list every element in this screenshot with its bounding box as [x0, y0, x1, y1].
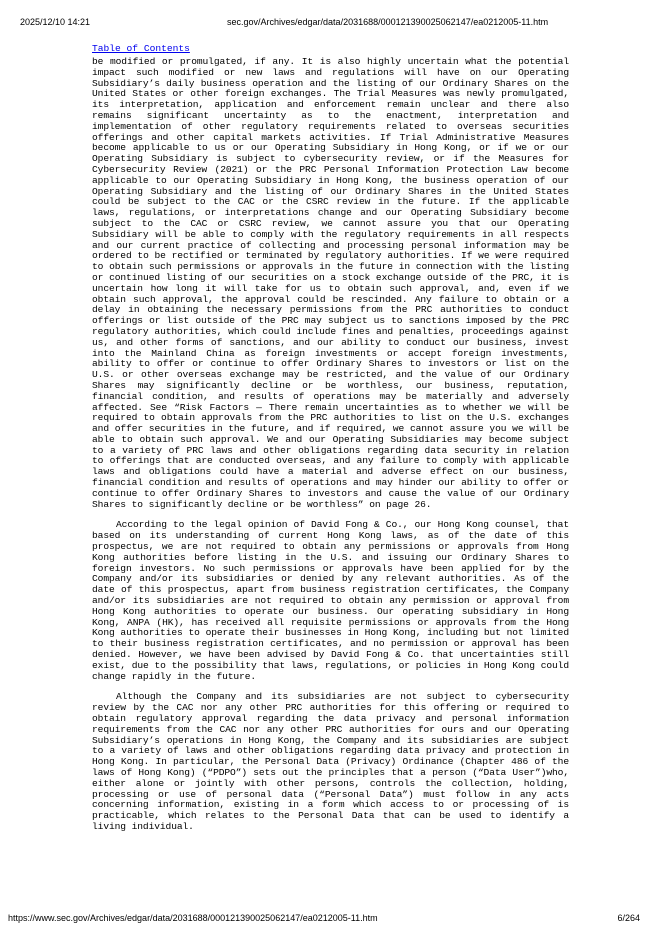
print-footer [8, 911, 640, 925]
print-datetime: 2025/12/10 14:21 [20, 17, 91, 27]
page-number: 6/264 [617, 913, 640, 923]
print-header [20, 15, 642, 29]
paragraph-2: According to the legal opinion of David Fong & Co., our Hong Kong counsel, that based on its understanding of current Hong Kong laws, as of the date of this prospectus, we are not required to obtain any permissions or approvals from Hong Kong authorities before listing in the U.S. and issuing our Ordinary Shares to foreign investors. No such permissions or approvals have been applied for by the Company and/or its subsidiaries or denied by any relevant authorities. As of the date of this prospectus, apart from business registration certificates, the Company and/or its subsidiaries are not required to obtain any permission or approval from Hong Kong authorities to operate our business. Our operating subsidiary in Hong Kong, ANPA (HK), has received all requisite permissions or approvals from the Hong Kong authorities to operate their businesses in Hong Kong, including but not limited to their business registration certificates, and no permission or approval has been denied. However, we have been advised by David Fong & Co. that uncertainties still exist, due to the possibility that laws, regulations, or policies in Hong Kong could change rapidly in the future. [92, 519, 569, 682]
footer-url: https://www.sec.gov/Archives/edgar/data/2031688/000121390025062147/ea0212005-11.htm [8, 913, 378, 923]
document-body [92, 38, 569, 833]
paragraph-1: be modified or promulgated, if any. It is also highly uncertain what the potential impact such modified or new laws and regulations will have on our Operating Subsidiary’s daily business operation and the listing of our Ordinary Shares on the United States or other foreign exchanges. The Trial Measures was newly promulgated, its interpretation, application and enforcement remain unclear and there also remains significant uncertainty as to the enactment, interpretation and implementation of other regulatory requirements related to overseas securities offerings and other capital markets activities. If Trial Administrative Measures become applicable to us or our Operating Subsidiary in Hong Kong, or if we or our Operating Subsidiary is subject to cybersecurity review, or if the Measures for Cybersecurity Review (2021) or the PRC Personal Information Protection Law become applicable to our Operating Subsidiary in Hong Kong, the business operation of our Operating Subsidiary and the listing of our Ordinary Shares in the United States could be subject to the CAC or the CSRC review in the future. If the applicable laws, regulations, or interpretations change and our Operating Subsidiary become subject to the CAC or CSRC review, we cannot assure you that our Operating Subsidiary will be able to comply with the regulatory requirements in all respects and our current practice of collecting and processing personal information may be ordered to be rectified or terminated by regulatory authorities. If we were required to obtain such permissions or approvals in the future in connection with the listing or continued listing of our securities on a stock exchange outside of the PRC, it is uncertain how long it will take for us to obtain such approval, and, even if we obtain such approval, the approval could be rescinded. Any failure to obtain or a delay in obtaining the necessary permissions from the PRC authorities to conduct offerings or list outside of the PRC may subject us to sanctions imposed by the PRC regulatory authorities, which could include fines and penalties, proceedings against us, and other forms of sanctions, and our ability to conduct our business, invest into the Mainland China as foreign investments or accept foreign investments, ability to offer or continue to offer Ordinary Shares to investors or list on the U.S. or other overseas exchange may be restricted, and the value of our Ordinary Shares may significantly decline or be worthless, our business, reputation, financial condition, and results of operations may be materially and adversely affected. See “Risk Factors — There remain uncertainties as to whether we will be required to obtain approvals from the PRC authorities to list on the U.S. exchanges and offer securities in the future, and if required, we cannot assure you we will be able to obtain such approval. We and our Operating Subsidiaries may become subject to a variety of PRC laws and other obligations regarding data security in relation to offerings that are conducted overseas, and any failure to comply with applicable laws and obligations could have a material and adverse effect on our business, financial condition and results of operations and may hinder our ability to offer or continue to offer Ordinary Shares to investors and cause the value of our Ordinary Shares to significantly decline or be worthless” on page 26. [92, 56, 569, 510]
print-url: sec.gov/Archives/edgar/data/2031688/000121390025062147/ea0212005-11.htm [227, 17, 549, 27]
paragraph-3: Although the Company and its subsidiaries are not subject to cybersecurity review by the CAC nor any other PRC authorities for this offering or required to obtain regulatory approval regarding the data privacy and personal information requirements from the CAC nor any other PRC authorities for ours and our Operating Subsidiary’s operations in Hong Kong, the Company and its subsidiaries are subject to a variety of laws and other obligations regarding data privacy and protection in Hong Kong. In particular, the Personal Data (Privacy) Ordinance (Chapter 486 of the laws of Hong Kong) (“PDPO”) sets out the principles that a person (“Data User”)who, either alone or jointly with other persons, controls the collection, holding, processing or use of personal data (“Personal Data”) must follow in any acts concerning information, existing in a form which access to or processing of is practicable, which relates to the Personal Data that can be used to identify a living individual. [92, 691, 569, 832]
table-of-contents-link[interactable]: Table of Contents [92, 43, 190, 54]
